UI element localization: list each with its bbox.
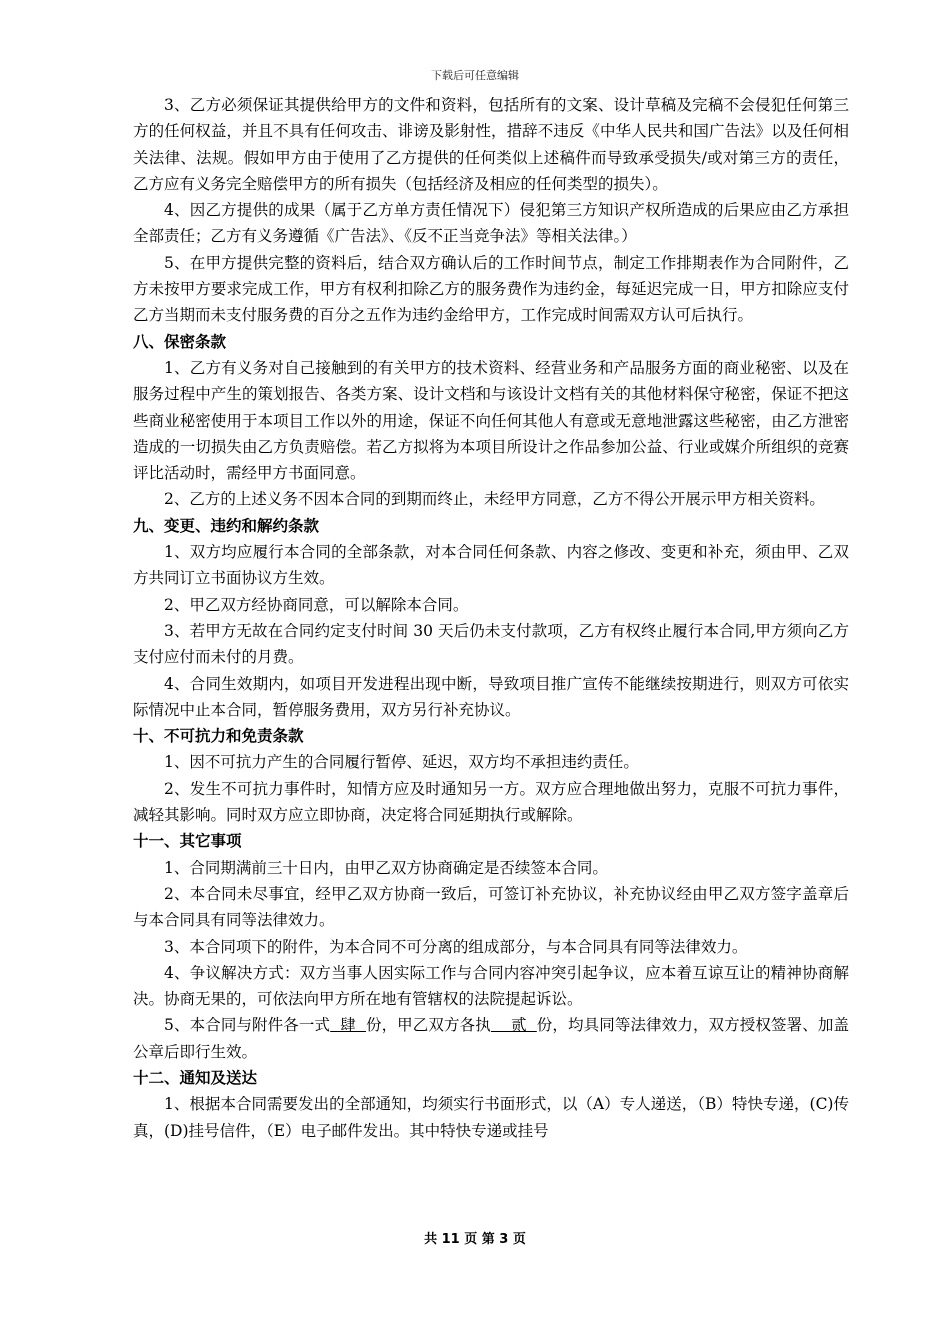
section-8-title: 八、保密条款 [133, 332, 227, 351]
clause-10-1: 1、因不可抗力产生的合同履行暂停、延迟，双方均不承担违约责任。 [164, 753, 639, 772]
clause-11-5-part-b: 份，甲乙双方各执 [365, 1016, 491, 1035]
copies-total-field: 肆 [330, 1016, 366, 1035]
section-12-title: 十二、通知及送达 [133, 1068, 258, 1087]
clause-7-4: 4、因乙方提供的成果（属于乙方单方责任情况下）侵犯第三方知识产权所造成的后果应由乙方承担全部责任；乙方有义务遵循《广告法》、《反不正当竞争法》等相关法律。） [133, 201, 849, 246]
clause-11-2: 2、本合同未尽事宜，经甲乙双方协商一致后，可签订补充协议，补充协议经由甲乙双方签字盖章后与本合同具有同等法律效力。 [133, 884, 849, 930]
copies-each-field: 贰 [490, 1016, 537, 1035]
section-9-title: 九、变更、违约和解约条款 [133, 516, 320, 535]
clause-11-4: 4、争议解决方式：双方当事人因实际工作与合同内容冲突引起争议，应本着互谅互让的精神协商解决。协商无果的，可依法向甲方所在地有管辖权的法院提起诉讼。 [133, 963, 849, 1009]
section-11-title: 十一、其它事项 [133, 832, 242, 851]
clause-8-1: 1、乙方有义务对自己接触到的有关甲方的技术资料、经营业务和产品服务方面的商业秘密、以及在服务过程中产生的策划报告、各类方案、设计文档和与该设计文档有关的其他材料保守秘密，保证不把这些商业秘密使用于本项目工作以外的用途，保证不向任何其他人有意或无意地泄露这些秘密，由乙方泄密造成的一切损失由乙方负责赔偿。若乙方拟将为本项目所设计之作品参加公益、行业或媒介所组织的竞赛评比活动时，需经甲方书面同意。 [133, 358, 849, 483]
clause-11-5-part-a: 5、本合同与附件各一式 [164, 1016, 331, 1035]
clause-9-4: 4、合同生效期内，如项目开发进程出现中断，导致项目推广宣传不能继续按期进行，则双方可依实际情况中止本合同，暂停服务费用，双方另行补充协议。 [133, 674, 849, 719]
clause-7-3: 3、乙方必须保证其提供给甲方的文件和资料，包括所有的文案、设计草稿及完稿不会侵犯任何第三方的任何权益，并且不具有任何攻击、诽谤及影射性，措辞不违反《中华人民共和国广告法》以及任何相关法律、法规。假如甲方由于使用了乙方提供的任何类似上述稿件而导致承受损失/或对第三方的责任，乙方应有义务完全赔偿甲方的所有损失（包括经济及相应的任何类型的损失）。 [133, 96, 849, 193]
clause-11-1: 1、合同期满前三十日内，由甲乙双方协商确定是否续签本合同。 [164, 858, 608, 877]
clause-10-2: 2、发生不可抗力事件时，知情方应及时通知另一方。双方应合理地做出努力，克服不可抗力事件，减轻其影响。同时双方应立即协商，决定将合同延期执行或解除。 [133, 779, 849, 825]
clause-9-3: 3、若甲方无故在合同约定支付时间 30 天后仍未支付款项，乙方有权终止履行本合同,甲方须向乙方支付应付而未付的月费。 [133, 621, 849, 667]
section-10-title: 十、不可抗力和免责条款 [133, 727, 304, 746]
clause-12-1: 1、根据本合同需要发出的全部通知，均须实行书面形式，以（A）专人递送，（B）特快专递，(C)传真，(D)挂号信件，（E）电子邮件发出。其中特快专递或挂号 [133, 1095, 849, 1140]
clause-11-3: 3、本合同项下的附件，为本合同不可分离的组成部分，与本合同具有同等法律效力。 [164, 937, 748, 956]
clause-11-5 [133, 1012, 849, 1065]
clause-8-2: 2、乙方的上述义务不因本合同的到期而终止，未经甲方同意，乙方不得公开展示甲方相关资料。 [164, 490, 825, 509]
clause-9-1: 1、双方均应履行本合同的全部条款，对本合同任何条款、内容之修改、变更和补充，须由甲、乙双方共同订立书面协议方生效。 [133, 543, 849, 588]
clause-9-2: 2、甲乙双方经协商同意，可以解除本合同。 [164, 595, 469, 614]
header-note: 下载后可任意编辑 [431, 69, 519, 82]
page-footer: 共 11 页 第 3 页 [424, 1232, 526, 1247]
clause-7-5: 5、在甲方提供完整的资料后，结合双方确认后的工作时间节点，制定工作排期表作为合同附件，乙方未按甲方要求完成工作，甲方有权利扣除乙方的服务费作为违约金，每延迟完成一日，甲方扣除应支付乙方当期而未支付服务费的百分之五作为违约金给甲方，工作完成时间需双方认可后执行。 [133, 253, 849, 325]
clause-11-5-part-c: 份，均具同等法律效力，双方授权签署、加盖公章后即行生效。 [133, 1016, 849, 1061]
contract-body [133, 92, 849, 1144]
